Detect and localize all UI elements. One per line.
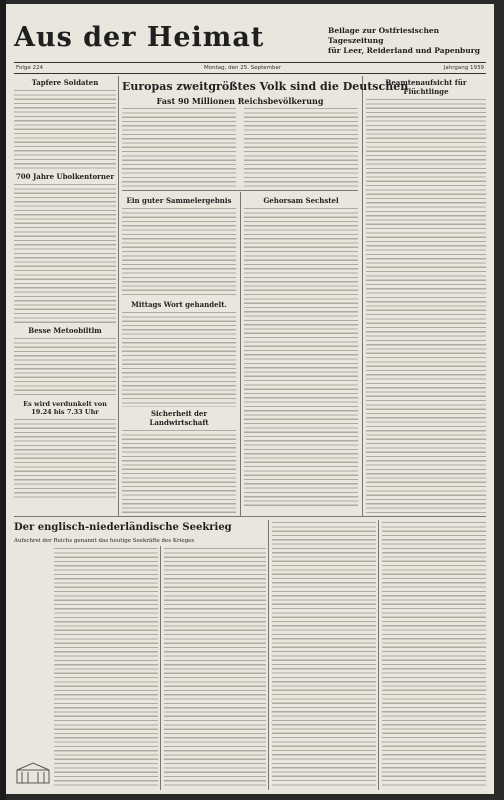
bottom-column-2 xyxy=(164,548,266,788)
column-rule xyxy=(362,76,363,516)
article-heading: Tapfere Soldaten xyxy=(31,78,99,87)
center-lead-right xyxy=(244,108,358,188)
article-heading: Ein guter Sammelergebnis xyxy=(126,196,232,205)
column-rule xyxy=(268,520,269,790)
issue-number: Folge 224 xyxy=(16,65,43,71)
article-heading: Beamtenaufsicht für Flüchtlinge xyxy=(385,78,467,96)
article-body xyxy=(122,208,236,298)
bottom-column-3 xyxy=(272,522,376,788)
bottom-column-1 xyxy=(54,548,158,788)
newspaper-page xyxy=(6,4,494,794)
article-body xyxy=(122,312,236,407)
bottom-subline: Aufschrei der Reichs genannt das heutige Seekräfte des Krieges xyxy=(14,538,195,544)
left-column xyxy=(14,76,116,514)
issue-volume: Jahrgang 1939 xyxy=(443,65,484,71)
bottom-column-4 xyxy=(382,522,486,788)
article-body xyxy=(244,108,358,188)
article-heading: Sicherheit der Landwirtschaft xyxy=(149,409,209,427)
article-body xyxy=(14,419,116,499)
column-rule xyxy=(160,546,161,790)
article-body xyxy=(272,522,376,788)
article-body xyxy=(122,430,236,514)
right-column xyxy=(366,76,486,514)
center-left-column xyxy=(122,194,236,514)
blackout-notice: Es wird verdunkelt von 19.24 bis 7.33 Uhr xyxy=(23,400,107,416)
center-lead-left xyxy=(122,108,236,188)
column-rule xyxy=(378,520,379,790)
masthead-subtitle-line2: für Leer, Reiderland und Papenburg xyxy=(328,46,480,55)
masthead-subtitle xyxy=(328,26,488,56)
article-body xyxy=(164,548,266,788)
section-rule xyxy=(14,516,486,517)
column-rule xyxy=(118,76,119,516)
main-headline: Europas zweitgrößtes Volk sind die Deutschen xyxy=(122,80,409,93)
dateline xyxy=(14,62,486,74)
center-right-column xyxy=(244,194,358,514)
article-body xyxy=(244,208,358,508)
article-body xyxy=(14,184,116,324)
bottom-headline: Der englisch-niederländische Seekrieg xyxy=(14,522,232,533)
issue-date: Montag, den 25. September xyxy=(204,65,282,71)
article-heading: Mittags Wort gehandelt. xyxy=(131,300,227,309)
article-body xyxy=(366,99,486,514)
article-heading: Besse Metoobiltlm xyxy=(28,326,102,335)
article-heading: Gehorsam Sechstel xyxy=(263,196,339,205)
article-body xyxy=(14,90,116,170)
masthead-title: Aus der Heimat xyxy=(14,22,265,53)
article-heading: 700 Jahre Ubolkentorner xyxy=(15,172,115,181)
column-rule xyxy=(240,192,241,516)
section-rule xyxy=(122,190,358,191)
archive-stamp-icon xyxy=(16,762,50,784)
article-body xyxy=(382,522,486,788)
article-body xyxy=(54,548,158,788)
masthead-subtitle-line1: Beilage zur Ostfriesischen Tageszeitung xyxy=(328,26,440,45)
main-subheadline: Fast 90 Millionen Reichsbevölkerung xyxy=(156,96,324,106)
article-body xyxy=(14,338,116,398)
article-body xyxy=(122,108,236,188)
